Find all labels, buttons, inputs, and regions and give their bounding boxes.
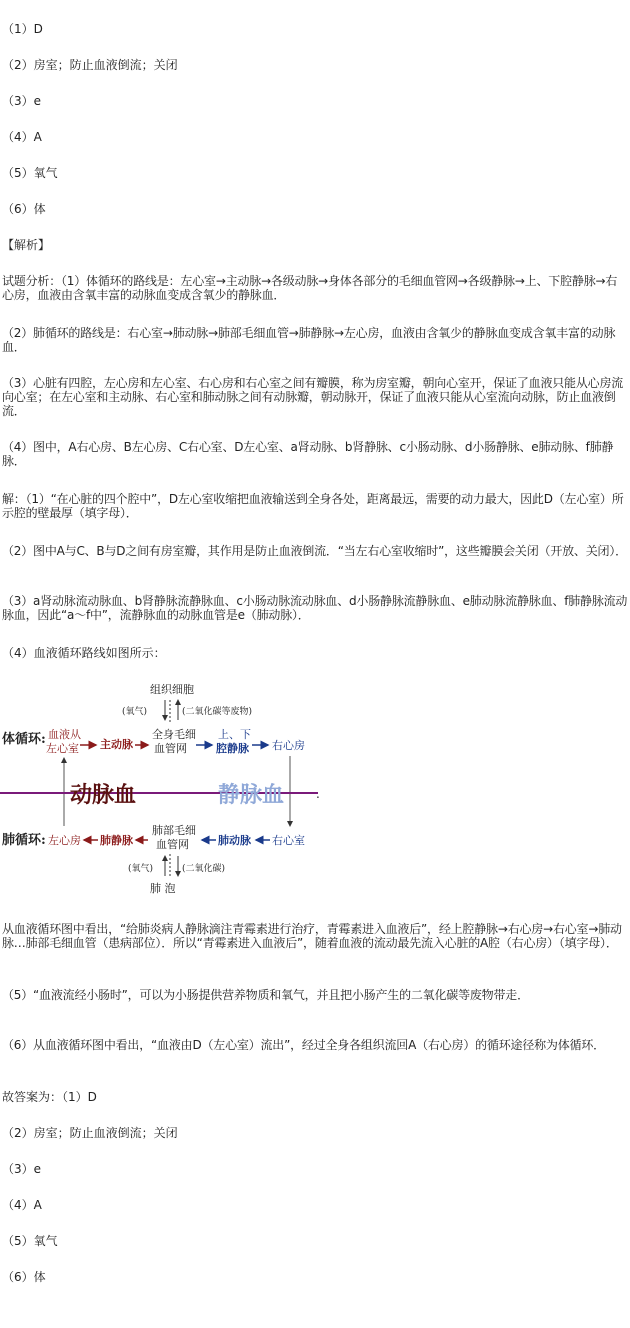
label-left-ventricle: 左心室: [46, 742, 79, 755]
label-co2: (二氧化碳): [182, 864, 226, 874]
analysis-paragraph-2: （2）肺循环的路线是：右心室→肺动脉→肺部毛细血管→肺静脉→左心房，血液由含氧少的静脉血变成含氧丰富的动脉血．: [2, 326, 616, 354]
final-answer-4: （4）A: [2, 1198, 42, 1212]
label-dot: .: [316, 787, 320, 801]
after-diagram-paragraph-1: 从血液循环图中看出，“给肺炎病人静脉滴注青霉素进行治疗，青霉素进入血液后”，经上腔静脉→右心房→右心室→肺动脉…肺部毛细血管（患病部位）．所以“青霉素进入血液后”，随着血液的流动最先流入心脏的A腔（右心房）（填字母）．: [2, 922, 622, 950]
label-venous-blood: 静脉血: [218, 782, 285, 808]
label-systemic-circulation: 体循环:: [2, 732, 46, 747]
label-oxygen-2: (氧气): [128, 864, 154, 874]
answer-5: （5）氧气: [2, 166, 58, 180]
label-vena-cava-1: 上、下: [218, 728, 251, 741]
solution-paragraph-3: （3）a肾动脉流动脉血、b肾静脉流静脉血、c小肠动脉流动脉血、d小肠静脉流静脉血、e肺动脉流静脉血、f肺静脉流动脉血，因此“a～f中”，流静脉血的动脉血管是e（肺动脉）．: [2, 594, 628, 622]
after-diagram-paragraph-2: （5）“血液流经小肠时”，可以为小肠提供营养物质和氧气，并且把小肠产生的二氧化碳等废物带走．: [2, 988, 529, 1002]
label-oxygen: (氧气): [122, 707, 148, 717]
label-vena-cava-2: 腔静脉: [216, 742, 249, 755]
label-aorta: 主动脉: [100, 738, 133, 751]
label-blood-from: 血液从: [48, 728, 81, 741]
answer-2: （2）房室；防止血液倒流；关闭: [2, 58, 178, 72]
label-right-ventricle: 右心室: [272, 834, 305, 847]
solution-paragraph-4: （4）血液循环路线如图所示：: [2, 646, 166, 660]
answer-6: （6）体: [2, 202, 46, 216]
final-answer-3: （3）e: [2, 1162, 42, 1176]
label-pulmonary-artery: 肺动脉: [218, 834, 251, 847]
solution-paragraph-1: 解：（1）“在心脏的四个腔中”，D左心室收缩把血液输送到全身各处，距离最远，需要的动力最大，因此D（左心室）所示腔的壁最厚（填字母）．: [2, 492, 624, 520]
label-right-atrium: 右心房: [272, 739, 305, 752]
final-answer-5: （5）氧气: [2, 1234, 58, 1248]
label-arterial-blood: 动脉血: [70, 782, 137, 808]
solution-paragraph-2: （2）图中A与C、B与D之间有房室瓣，其作用是防止血液倒流．“当左右心室收缩时”，这些瓣膜会关闭（开放、关闭）．: [2, 544, 627, 558]
final-answer-intro: 故答案为：（1）D: [2, 1090, 97, 1104]
after-diagram-paragraph-3: （6）从血液循环图中看出，“血液由D（左心室）流出”，经过全身各组织流回A（右心房）的循环途径称为体循环．: [2, 1038, 605, 1052]
label-pulmonary-circulation: 肺循环:: [2, 833, 46, 848]
answer-1: （1）D: [2, 22, 43, 36]
label-lung-capillary-1: 肺部毛细: [152, 824, 196, 837]
label-lung-capillary-2: 血管网: [156, 838, 189, 851]
label-left-atrium: 左心房: [48, 834, 81, 847]
analysis-paragraph-1: 试题分析：（1）体循环的路线是：左心室→主动脉→各级动脉→身体各部分的毛细血管网→各级静脉→上、下腔静脉→右心房，血液由含氧丰富的动脉血变成含氧少的静脉血．: [2, 274, 618, 302]
analysis-paragraph-3: （3）心脏有四腔，左心房和左心室、右心房和右心室之间有瓣膜，称为房室瓣，朝向心室开，保证了血液只能从心房流向心室；在左心室和主动脉、右心室和肺动脉之间有动脉瓣，朝动脉开，保证了血液只能从心室流向动脉，防止血液倒流．: [2, 376, 624, 418]
label-body-capillary-2: 血管网: [154, 742, 187, 755]
label-pulmonary-vein: 肺静脉: [100, 834, 133, 847]
blood-circulation-diagram: [0, 676, 330, 898]
answer-3: （3）e: [2, 94, 42, 108]
label-body-capillary-1: 全身毛细: [152, 728, 196, 741]
analysis-paragraph-4: （4）图中，A右心房、B左心房、C右心室、D左心室、a肾动脉、b肾静脉、c小肠动脉、d小肠静脉、e肺动脉、f肺静脉．: [2, 440, 614, 468]
final-answer-6: （6）体: [2, 1270, 46, 1284]
analysis-heading: 【解析】: [2, 238, 51, 252]
label-alveoli: 肺 泡: [150, 882, 176, 895]
final-answer-2: （2）房室；防止血液倒流；关闭: [2, 1126, 178, 1140]
label-tissue-cells: 组织细胞: [150, 683, 194, 696]
answer-4: （4）A: [2, 130, 42, 144]
label-co2-waste: (二氧化碳等废物): [182, 707, 253, 717]
